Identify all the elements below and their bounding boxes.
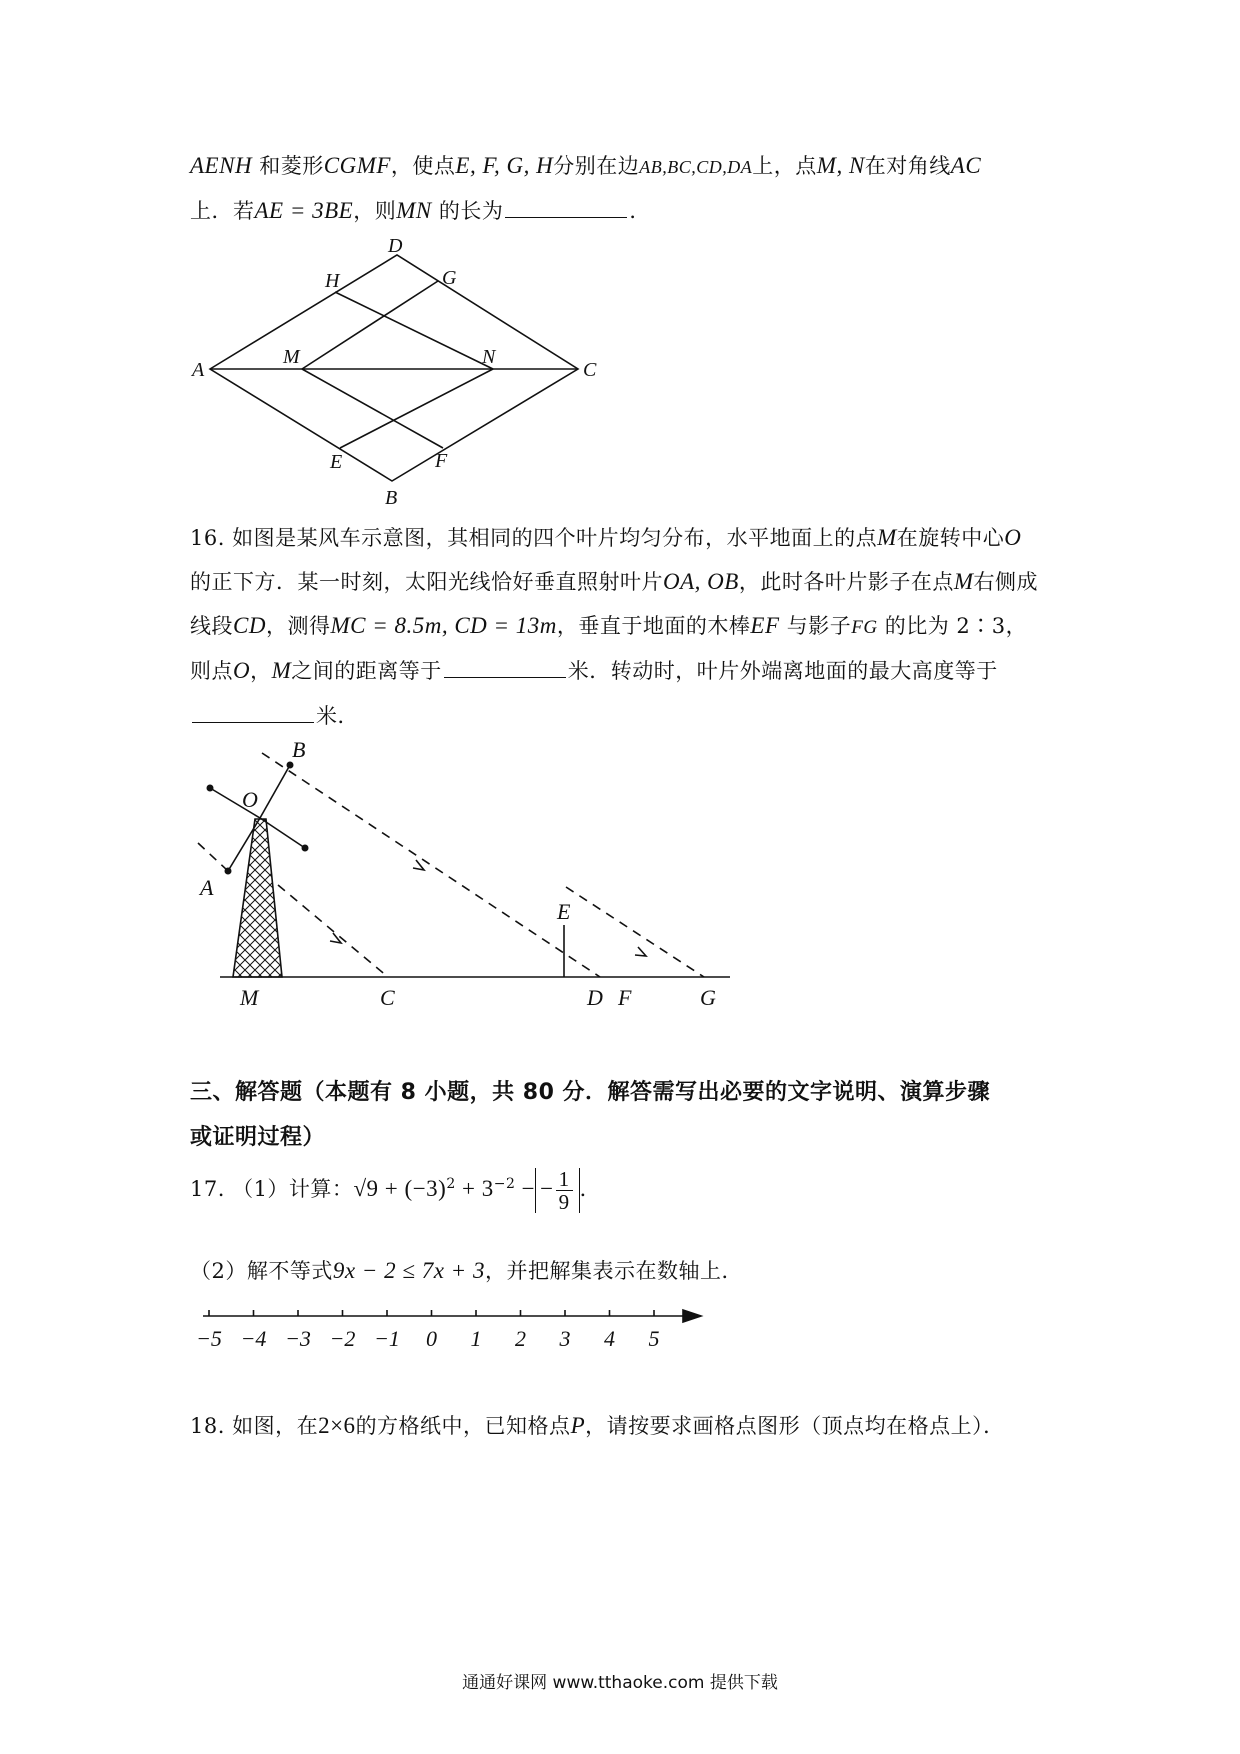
tick-label: 2 (515, 1326, 526, 1351)
section-heading-line-2: 或证明过程） (190, 1125, 326, 1150)
label-F: F (435, 450, 448, 472)
section-heading-line-1: 三、解答题（本题有 8 小题，共 80 分．解答需写出必要的文字说明、演算步骤 (190, 1080, 991, 1105)
label-M: M (240, 985, 259, 1010)
tick-label: −3 (285, 1326, 311, 1351)
label-H: H (325, 270, 340, 292)
label-C: C (380, 985, 395, 1010)
tick-label: −5 (196, 1326, 222, 1351)
q16-line-2: 的正下方．某一时刻，太阳光线恰好垂直照射叶片OA, OB，此时各叶片影子在点M右侧成 (190, 569, 1038, 594)
fraction: $\frac{1}{9}$ (556, 1168, 573, 1213)
label-M: M (283, 346, 300, 368)
q18-line: 18. 如图，在2×6的方格纸中，已知格点P，请按要求画格点图形（顶点均在格点上）． (190, 1413, 1005, 1438)
tick-label: 3 (559, 1326, 571, 1351)
label-E: E (330, 451, 343, 473)
tick-label: 4 (604, 1326, 615, 1351)
label-D: D (587, 985, 603, 1010)
tick-label: −4 (240, 1326, 267, 1351)
q15-line-1: AENH 和菱形CGMF，使点E, F, G, H分别在边AB,BC,CD,DA上，点M, N在对角线AC (190, 153, 982, 178)
label-A: A (192, 359, 205, 381)
answer-blank-1 (444, 659, 566, 678)
footer: 通通好课网 www.tthaoke.com 提供下载 (462, 1673, 778, 1693)
answer-blank (505, 199, 627, 218)
label-B: B (292, 737, 306, 762)
label-F: F (618, 985, 632, 1010)
q17-part1: 17. （1）计算：$√9 + (-3)^2 + 3^{-2}$ − − $\frac{1}{9}$ ． (190, 1167, 602, 1214)
q16-line-5: 米． (190, 700, 359, 730)
label-N: N (482, 346, 496, 368)
answer-blank-2 (192, 704, 314, 723)
q17-part2: （2）解不等式9x − 2 ≤ 7x + 3，并把解集表示在数轴上． (190, 1258, 743, 1283)
tick-label: −2 (329, 1326, 356, 1351)
label-A: A (200, 875, 214, 900)
q16-line-1: 16. 如图是某风车示意图，其相同的四个叶片均匀分布，水平地面上的点M在旋转中心O (190, 525, 1022, 550)
q15-line-2: 上．若AE = 3BE，则MN 的长为 ． (190, 198, 651, 223)
number-line (195, 1300, 715, 1360)
tick-label: −1 (374, 1326, 400, 1351)
q16-line-4: 则点O，M之间的距离等于 米．转动时，叶片外端离地面的最大高度等于 (190, 658, 998, 683)
q16-line-3: 线段CD，测得MC = 8.5m, CD = 13m，垂直于地面的木棒EF 与影子FG 的比为 2∶3， (190, 613, 1028, 638)
label-C: C (583, 359, 597, 381)
label-O: O (242, 787, 258, 812)
q15-rhombus-figure (180, 235, 620, 505)
label-E: E (557, 899, 571, 924)
tick-label: 1 (470, 1326, 482, 1351)
absolute-value: − $\frac{1}{9}$ (535, 1168, 579, 1213)
tick-label: 5 (648, 1326, 660, 1351)
tick-label: 0 (426, 1326, 437, 1351)
label-G: G (700, 985, 716, 1010)
label-D: D (388, 235, 403, 257)
q16-windmill-figure (180, 735, 740, 1015)
label-B: B (385, 487, 398, 505)
label-G: G (442, 267, 457, 289)
